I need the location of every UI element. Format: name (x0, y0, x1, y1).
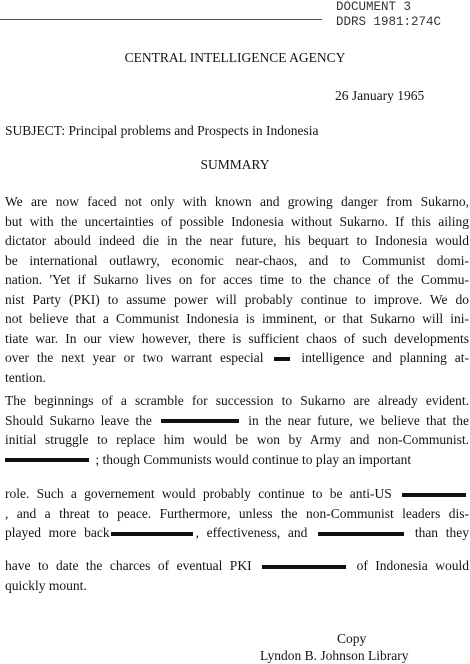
text-line: nation. 'Yet if Sukarno lives on for acces time to the chance of the Commu- (5, 272, 469, 287)
paragraph-1 (5, 192, 469, 387)
text-line: Should Sukarno leave the in the near future, we believe that the (5, 412, 470, 428)
doc-reference: DDRS 1981:274C (336, 15, 442, 29)
text-line: over the next year or two warrant especial intelligence and planning at- (5, 350, 470, 365)
redaction-bar (161, 419, 239, 423)
redaction-bar (318, 532, 404, 536)
text-line: role. Such a governement would probably continue to be anti-US (5, 484, 469, 504)
text-line: We are now faced not only with known and growing danger from Sukarno, (5, 194, 469, 209)
agency-heading: CENTRAL INTELLIGENCE AGENCY (124, 50, 346, 65)
redaction-bar (274, 357, 290, 361)
text-line: nist Party (PKI) to assume power will probably continue to improve. We do (5, 291, 469, 307)
text-line: but with the uncertainties of possible Indonesia without Sukarno. If this ailing (5, 213, 469, 229)
header-rule (0, 19, 322, 20)
memo-date: 26 January 1965 (335, 88, 425, 103)
redaction-bar (262, 565, 346, 569)
document-id (336, 0, 441, 30)
text-line: dictator abould indeed die in the near future, his bequart to Indonesia would (5, 233, 469, 248)
redaction-bar (5, 458, 89, 462)
paragraph-2-continued (5, 484, 469, 543)
text-line: initial struggle to replace him would be won by Army and non-Communist. (5, 432, 469, 447)
text-line: have to date the charces of eventual PKI of Indonesia would (5, 558, 470, 573)
text-line: , and a threat to peace. Furthermore, unless the non-Communist leaders dis- (5, 505, 469, 521)
paragraph-2-end (5, 556, 469, 595)
text-line: ; though Communists would continue to play an important (5, 450, 469, 470)
redaction-bar (111, 532, 193, 536)
text-line: played more back , effectiveness, and than they (5, 525, 469, 540)
text-line: quickly mount. (5, 577, 87, 593)
text-line: tention. (5, 369, 46, 385)
redaction-bar (402, 493, 466, 497)
copy-label: Copy (337, 631, 367, 646)
text-line: The beginnings of a scramble for succession to Sukarno are already evident. (5, 393, 469, 408)
library-credit: Lyndon B. Johnson Library (260, 648, 409, 663)
summary-heading: SUMMARY (200, 157, 270, 172)
text-line: tiate war. In our view however, there is sufficient chaos of such developments (5, 330, 469, 346)
text-line: be international outlawry, economic near-chaos, and to Communist domi- (5, 252, 469, 268)
text-line: not believe that a Communist Indonesia is imminent, or that Sukarno will ini- (5, 311, 469, 326)
doc-number: DOCUMENT 3 (336, 0, 412, 14)
paragraph-2 (5, 391, 469, 469)
subject-line: SUBJECT: Principal problems and Prospects in Indonesia (5, 123, 319, 138)
